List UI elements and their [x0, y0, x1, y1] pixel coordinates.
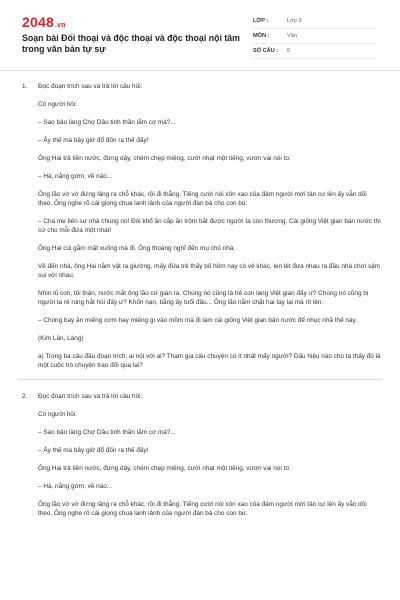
paragraph: – Ấy thế mà bây giờ đổ đốn ra thế đấy!: [38, 137, 149, 144]
meta-label: LỚP :: [253, 18, 269, 24]
question-list: [0, 82, 400, 527]
paragraph: Ông Hai trả tiền nước, đứng dậy, chèm chẹp miệng, cười nhạt một tiếng, vươn vai nói to:: [38, 155, 291, 162]
paragraph: Ông lão vờ vờ đứng lảng ra chỗ khác, rồi đi thẳng. Tiếng cười nói xôn xao của đám người mới tản cư lên ấy vẫn dõi theo. Ông nghe rõ cái giọng chua lanh lảnh của người đàn bà cho con bú:: [38, 501, 367, 517]
paragraph: – Hà, nắng gớm, về nào...: [38, 483, 113, 490]
paragraph: Nhìn lũ con, tủi thân, nước mắt ông lão cứ giàn ra. Chúng nó cũng là trẻ con làng Việt gian đấy ư? Chúng nó cũng bị người ta rẻ rúng hắt hủi đấy ư? Khốn nạn, bằng ấy tuổi đầu... Ông lão nắm chặt hai tay lại mà rít lên:: [38, 290, 369, 306]
page-header: [0, 0, 400, 71]
question-number: 2.: [22, 393, 28, 400]
paragraph: – Sao bảo làng Chợ Dầu tinh thần lắm cơ mà?...: [38, 119, 176, 126]
meta-value: Văn: [287, 33, 297, 39]
question-prompt: Đọc đoạn trích sau và trả lời câu hỏi:: [38, 83, 143, 90]
paragraph: Có người hỏi:: [38, 411, 78, 418]
source-citation: (Kim Lân, Làng): [38, 335, 84, 342]
question-number: 1.: [22, 83, 28, 90]
paragraph: – Hà, nắng gớm, về nào...: [38, 173, 113, 180]
paragraph: – Chúng bay ăn miếng cơm hay miếng gì vào mồm mà đi làm cái giống Việt gian bán nước để nhục nhã thế này.: [38, 317, 358, 324]
question-2: [0, 392, 400, 518]
meta-table: [253, 14, 375, 59]
meta-label: SỐ CÂU :: [253, 48, 279, 54]
logo-suffix: .vn: [54, 22, 66, 29]
paragraph: – Ấy thế mà bây giờ đổ đốn ra thế đấy!: [38, 447, 149, 454]
paragraph: Ông lão vờ vờ đứng lảng ra chỗ khác, rồi đi thẳng. Tiếng cười nói xôn xao của đám người mới tản cư lên ấy vẫn dõi theo. Ông nghe rõ cái giọng chua lanh lảnh của người đàn bà cho con bú:: [38, 191, 367, 207]
meta-row-count: [253, 44, 375, 59]
meta-label: MÔN :: [253, 33, 270, 39]
meta-value: 6: [287, 48, 291, 54]
meta-row-grade: [253, 14, 375, 29]
paragraph: – Sao bảo làng Chợ Dầu tinh thần lắm cơ mà?...: [38, 429, 176, 436]
sub-question-a: a) Trong ba câu đầu đoạn trích, ai nói với ai? Tham gia câu chuyện có ít nhất mấy người? Dấu hiệu nào cho ta thấy đó là một cuộc trò chuyện trao đổi qua lại?: [38, 353, 381, 369]
page-title: Soạn bài Đối thoại và độc thoại và độc thoại nội tâm trong văn bản tự sự: [22, 33, 240, 54]
meta-row-subject: [253, 29, 375, 44]
paragraph: Ông Hai cúi gằm mặt xuống mà đi. Ông thoáng nghĩ đến mụ chủ nhà.: [38, 245, 236, 252]
logo-text: 2048: [22, 14, 54, 30]
question-divider: [18, 379, 382, 380]
site-logo[interactable]: [22, 14, 66, 30]
question-1: [0, 82, 400, 370]
paragraph: Về đến nhà, ông Hai nằm vật ra giường, mấy đứa trẻ thấy bố hôm nay có vẻ khác, len lét đưa nhau ra đầu nhà chơi sậm sụi với nhau.: [38, 263, 381, 279]
question-prompt: Đọc đoạn trích sau và trả lời câu hỏi:: [38, 393, 143, 400]
meta-value: Lớp 9: [287, 18, 302, 24]
paragraph: – Cha mẹ tiên sư nhà chúng nó! Đói khổ ăn cắp ăn trộm bắt được người ta còn thương. Cái giống Việt gian bán nước thì cứ cho mỗi đứa một nhát!: [38, 218, 381, 234]
paragraph: Ông Hai trả tiền nước, đứng dậy, chèm chẹp miệng, cười nhạt một tiếng, vươn vai nói to:: [38, 465, 291, 472]
paragraph: Có người hỏi:: [38, 101, 78, 108]
